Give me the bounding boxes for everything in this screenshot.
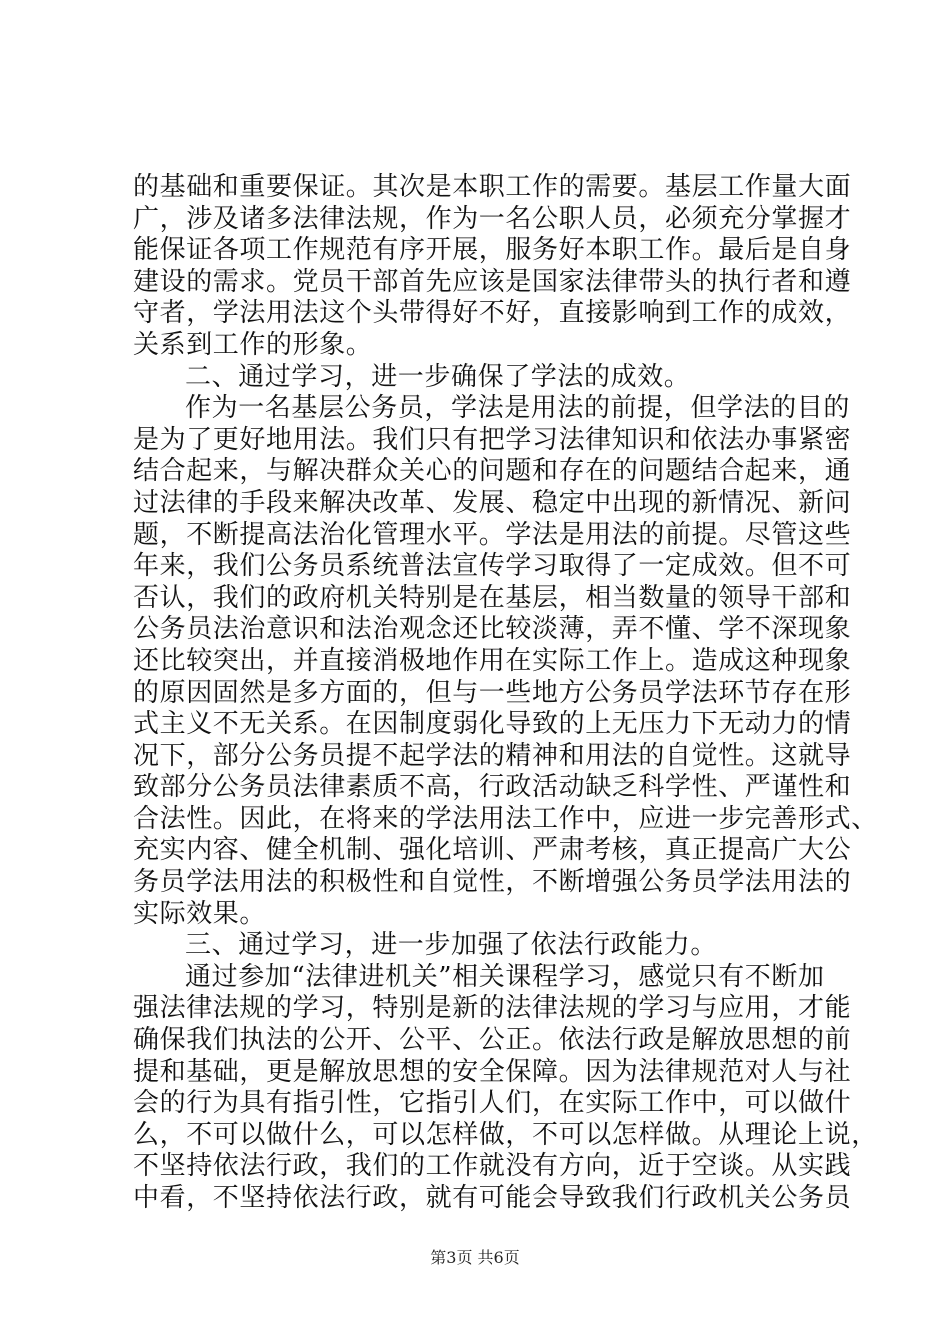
body-text: [133, 172, 878, 1215]
text-line: 结合起来，与解决群众关心的问题和存在的问题结合起来，通: [133, 456, 852, 487]
text-line: 会的行为具有指引性，它指引人们，在实际工作中，可以做什: [133, 1088, 852, 1119]
section-heading-3: 三、通过学习，进一步加强了依法行政能力。: [185, 930, 718, 961]
text-line: 公务员法治意识和法治观念还比较淡薄，弄不懂、学不深现象: [133, 614, 852, 645]
text-line: 么，不可以做什么，可以怎样做，不可以怎样做。从理论上说，: [133, 1119, 878, 1150]
paragraph-start: 作为一名基层公务员，学法是用法的前提，但学法的目的: [185, 393, 851, 424]
text-line: 的基础和重要保证。其次是本职工作的需要。基层工作量大面: [133, 172, 852, 202]
page-number-footer: 第3页 共6页: [430, 1248, 520, 1267]
text-line: 建设的需求。党员干部首先应该是国家法律带头的执行者和遵: [133, 266, 852, 297]
text-line: 强法律法规的学习，特别是新的法律法规的学习与应用，才能: [133, 993, 852, 1024]
text-line: 题，不断提高法治化管理水平。学法是用法的前提。尽管这些: [133, 519, 852, 550]
text-line: 的原因固然是多方面的，但与一些地方公务员学法环节存在形: [133, 677, 852, 708]
text-line: 是为了更好地用法。我们只有把学习法律知识和依法办事紧密: [133, 424, 852, 455]
text-line: 合法性。因此，在将来的学法用法工作中，应进一步完善形式、: [133, 803, 878, 834]
text-line: 广，涉及诸多法律法规，作为一名公职人员，必须充分掌握才: [133, 203, 852, 234]
text-line: 提和基础，更是解放思想的安全保障。因为法律规范对人与社: [133, 1056, 852, 1087]
text-line: 不坚持依法行政，我们的工作就没有方向，近于空谈。从实践: [133, 1151, 852, 1182]
text-line: 还比较突出，并直接消极地作用在实际工作上。造成这种现象: [133, 645, 852, 676]
text-line: 况下，部分公务员提不起学法的精神和用法的自觉性。这就导: [133, 740, 852, 771]
text-line: 守者，学法用法这个头带得好不好，直接影响到工作的成效，: [133, 298, 852, 329]
text-line: 式主义不无关系。在因制度弱化导致的上无压力下无动力的情: [133, 709, 852, 740]
section-heading-2: 二、通过学习，进一步确保了学法的成效。: [185, 361, 691, 392]
paragraph-start: 通过参加“法律进机关”相关课程学习，感觉只有不断加: [185, 961, 825, 992]
text-line: 务员学法用法的积极性和自觉性，不断增强公务员学法用法的: [133, 867, 852, 898]
text-line: 否认，我们的政府机关特别是在基层，相当数量的领导干部和: [133, 582, 852, 613]
text-line: 过法律的手段来解决改革、发展、稳定中出现的新情况、新问: [133, 487, 852, 518]
text-line: 确保我们执法的公开、公平、公正。依法行政是解放思想的前: [133, 1025, 852, 1056]
text-line: 年来，我们公务员系统普法宣传学习取得了一定成效。但不可: [133, 551, 852, 582]
text-line: 致部分公务员法律素质不高，行政活动缺乏科学性、严谨性和: [133, 772, 852, 803]
text-line: 能保证各项工作规范有序开展，服务好本职工作。最后是自身: [133, 235, 852, 266]
text-line: 中看，不坚持依法行政，就有可能会导致我们行政机关公务员: [133, 1183, 852, 1213]
text-line: 关系到工作的形象。: [133, 329, 373, 360]
text-line: 实际效果。: [133, 898, 267, 929]
text-line: 充实内容、健全机制、强化培训、严肃考核，真正提高广大公: [133, 835, 852, 866]
